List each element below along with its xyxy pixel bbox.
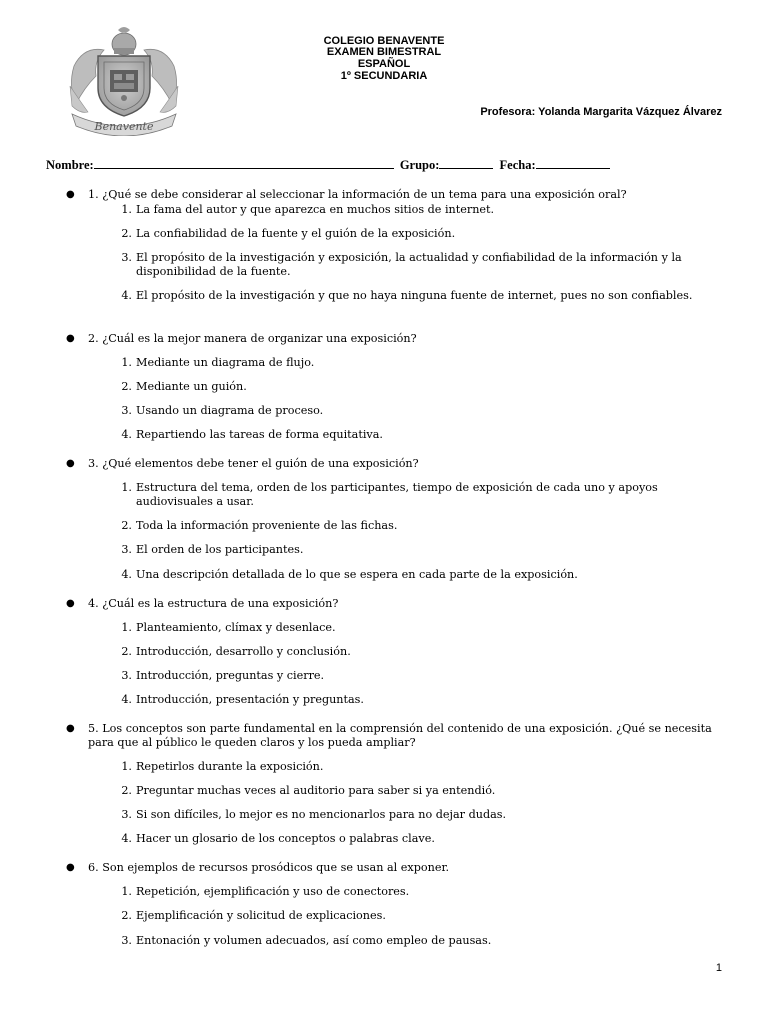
question-text: 1. ¿Qué se debe considerar al seleccionar la información de un tema para una exposición oral? [88, 188, 627, 201]
option-text: Mediante un diagrama de flujo. [136, 356, 315, 369]
option-number: 4. [121, 832, 132, 845]
option-text: Toda la información proveniente de las fichas. [136, 519, 398, 532]
option-text: Introducción, preguntas y cierre. [136, 669, 325, 682]
option-number: 1. [121, 621, 132, 634]
option-number: 3. [121, 808, 132, 821]
option-text: Preguntar muchas veces al auditorio para saber si ya entendió. [136, 784, 496, 797]
option-text: La confiabilidad de la fuente y el guión de la exposición. [136, 227, 456, 240]
name-label: Nombre: [46, 158, 94, 172]
option-number: 4. [121, 568, 132, 581]
option-text: Mediante un guión. [136, 380, 247, 393]
subject-title: ESPAÑOL [357, 58, 411, 70]
date-blank[interactable] [536, 158, 610, 169]
option-number: 2. [121, 227, 132, 240]
option-number: 2. [121, 645, 132, 658]
bullet-icon: ● [66, 598, 75, 609]
bullet-icon: ● [66, 723, 75, 734]
option-text: Repartiendo las tareas de forma equitativa. [136, 428, 383, 441]
question-text: 3. ¿Qué elementos debe tener el guión de una exposición? [88, 457, 419, 470]
school-crest-logo [64, 26, 184, 136]
option-number: 3. [121, 251, 132, 264]
bullet-icon: ● [66, 189, 75, 200]
option-number: 3. [121, 669, 132, 682]
school-name: COLEGIO BENAVENTE [323, 35, 445, 47]
bullet-icon: ● [66, 333, 75, 344]
option-text: Una descripción detallada de lo que se espera en cada parte de la exposición. [136, 568, 578, 581]
student-info-line [46, 158, 613, 173]
page-number: 1 [715, 962, 722, 974]
option-text: El orden de los participantes. [136, 543, 304, 556]
option-text: Entonación y volumen adecuados, así como empleo de pausas. [136, 934, 492, 947]
option-text: El propósito de la investigación y exposición, la actualidad y confiabilidad de la información y la disponibilidad de la fuente. [136, 251, 682, 278]
name-blank[interactable] [94, 158, 394, 169]
group-blank[interactable] [439, 158, 493, 169]
option-text: Si son difíciles, lo mejor es no mencionarlos para no dejar dudas. [136, 808, 507, 821]
option-text: Repetirlos durante la exposición. [136, 760, 324, 773]
option-number: 4. [121, 693, 132, 706]
option-text: Repetición, ejemplificación y uso de conectores. [136, 885, 410, 898]
option-number: 1. [121, 885, 132, 898]
option-number: 3. [121, 404, 132, 417]
option-number: 1. [121, 760, 132, 773]
option-text: La fama del autor y que aparezca en muchos sitios de internet. [136, 203, 495, 216]
option-number: 4. [121, 428, 132, 441]
option-text: Hacer un glosario de los conceptos o palabras clave. [136, 832, 435, 845]
option-number: 2. [121, 784, 132, 797]
option-text: El propósito de la investigación y que no haya ninguna fuente de internet, pues no son confiables. [136, 289, 693, 302]
question-text: 5. Los conceptos son parte fundamental en la comprensión del contenido de una exposición. ¿Qué se necesita para que al público le queden claros y los pueda ampliar? [88, 722, 712, 749]
question-text: 4. ¿Cuál es la estructura de una exposición? [88, 597, 339, 610]
option-number: 1. [121, 203, 132, 216]
question-text: 6. Son ejemplos de recursos prosódicos que se usan al exponer. [88, 861, 450, 874]
grade-title: 1º SECUNDARIA [340, 70, 428, 82]
option-text: Ejemplificación y solicitud de explicaciones. [136, 909, 386, 922]
exam-title: EXAMEN BIMESTRAL [326, 46, 442, 58]
group-label: Grupo: [399, 158, 440, 172]
option-text: Usando un diagrama de proceso. [136, 404, 324, 417]
option-text: Planteamiento, clímax y desenlace. [136, 621, 336, 634]
option-number: 1. [121, 356, 132, 369]
option-text: Introducción, desarrollo y conclusión. [136, 645, 351, 658]
crest-motto-text: Benavente [94, 120, 154, 133]
teacher-name: Profesora: Yolanda Margarita Vázquez Álvarez [480, 106, 722, 118]
date-label: Fecha: [499, 158, 536, 172]
option-number: 2. [121, 380, 132, 393]
bullet-icon: ● [66, 458, 75, 469]
bullet-icon: ● [66, 862, 75, 873]
option-number: 3. [121, 543, 132, 556]
option-number: 2. [121, 909, 132, 922]
option-text: Introducción, presentación y preguntas. [136, 693, 364, 706]
option-number: 3. [121, 934, 132, 947]
option-number: 2. [121, 519, 132, 532]
option-text: Estructura del tema, orden de los participantes, tiempo de exposición de cada uno y apoyos audiovisuales a usar. [136, 481, 658, 508]
option-number: 1. [121, 481, 132, 494]
question-text: 2. ¿Cuál es la mejor manera de organizar una exposición? [88, 332, 417, 345]
option-number: 4. [121, 289, 132, 302]
